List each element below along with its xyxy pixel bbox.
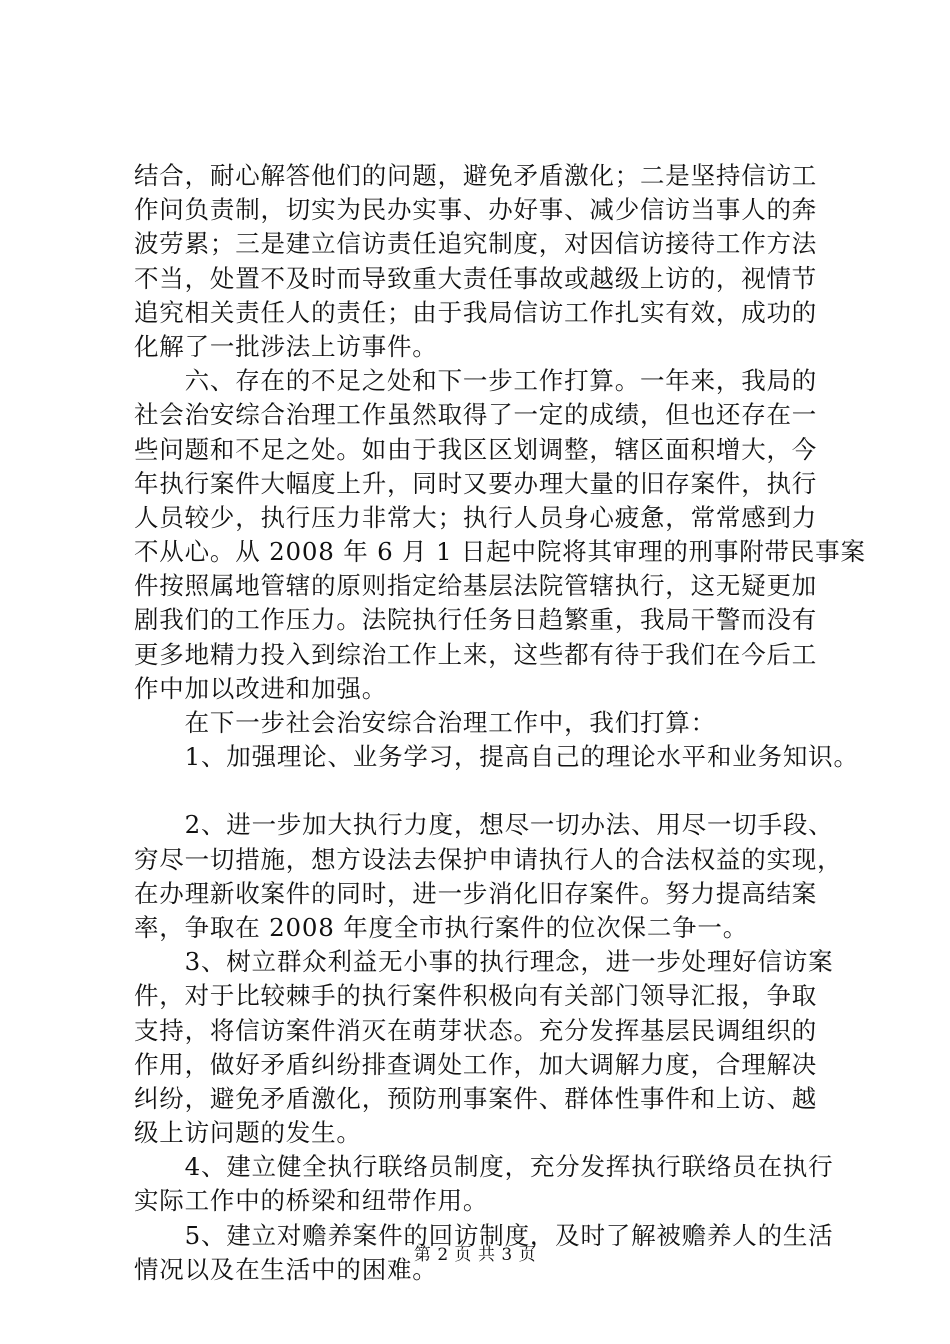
text-line: 更多地精力投入到综治工作上来，这些都有待于我们在今后工 — [134, 639, 818, 669]
page-footer: 第 2 页 共 3 页 — [413, 1245, 537, 1265]
text-line: 结合，耐心解答他们的问题，避免矛盾激化；二是坚持信访工 — [134, 161, 818, 190]
text-line: 不当，处置不及时而导致重大责任事故或越级上访的，视情节 — [134, 263, 818, 293]
text-line: 六、存在的不足之处和下一步工作打算。一年来，我局的 — [134, 366, 818, 396]
text-line: 剧我们的工作压力。法院执行任务日趋繁重，我局干警而没有 — [134, 605, 818, 635]
text-line: 年执行案件大幅度上升，同时又要办理大量的旧存案件，执行 — [134, 468, 818, 498]
text-line: 5、建立对赡养案件的回访制度，及时了解被赡养人的生活 — [134, 1220, 834, 1250]
text-line: 不从心。从 2008 年 6 月 1 日起中院将其审理的刑事附带民事案 — [134, 537, 866, 567]
document-body — [134, 159, 866, 1287]
text-line: 纠纷，避免矛盾激化，预防刑事案件、群体性事件和上访、越 — [134, 1083, 818, 1113]
text-line: 些问题和不足之处。如由于我区区划调整，辖区面积增大，今 — [134, 434, 818, 464]
text-line: 4、建立健全执行联络员制度，充分发挥执行联络员在执行 — [134, 1152, 834, 1182]
text-line: 件，对于比较棘手的执行案件积极向有关部门领导汇报，争取 — [134, 981, 818, 1011]
text-line: 追究相关责任人的责任；由于我局信访工作扎实有效，成功的 — [134, 297, 818, 327]
text-line: 作用，做好矛盾纠纷排查调处工作，加大调解力度，合理解决 — [134, 1049, 818, 1079]
text-line: 级上访问题的发生。 — [134, 1118, 362, 1148]
text-line: 情况以及在生活中的困难。 — [134, 1254, 438, 1284]
text-line: 实际工作中的桥梁和纽带作用。 — [134, 1186, 489, 1216]
text-line: 率，争取在 2008 年度全市执行案件的位次保二争一。 — [134, 912, 749, 942]
text-line: 穷尽一切措施，想方设法去保护申请执行人的合法权益的实现， — [134, 844, 843, 874]
text-line: 社会治安综合治理工作虽然取得了一定的成绩，但也还存在一 — [134, 400, 818, 430]
text-line: 3、树立群众利益无小事的执行理念，进一步处理好信访案 — [134, 947, 834, 977]
text-line: 支持，将信访案件消灭在萌芽状态。充分发挥基层民调组织的 — [134, 1015, 818, 1045]
text-line: 在办理新收案件的同时，进一步消化旧存案件。努力提高结案 — [134, 878, 818, 908]
text-line: 作中加以改进和加强。 — [134, 673, 387, 703]
text-line: 作问负责制，切实为民办实事、办好事、减少信访当事人的奔 — [134, 195, 818, 225]
text-line: 人员较少，执行压力非常大；执行人员身心疲惫，常常感到力 — [134, 502, 818, 532]
text-line: 2、进一步加大执行力度，想尽一切办法、用尽一切手段、 — [134, 810, 834, 840]
text-line: 1、加强理论、业务学习，提高自己的理论水平和业务知识。 — [134, 742, 859, 772]
text-line: 在下一步社会治安综合治理工作中，我们打算： — [134, 708, 716, 737]
blank-line — [134, 774, 834, 808]
text-line: 件按照属地管辖的原则指定给基层法院管辖执行，这无疑更加 — [134, 571, 818, 601]
text-line: 波劳累；三是建立信访责任追究制度，对因信访接待工作方法 — [134, 229, 818, 259]
text-line: 化解了一批涉法上访事件。 — [134, 331, 438, 361]
